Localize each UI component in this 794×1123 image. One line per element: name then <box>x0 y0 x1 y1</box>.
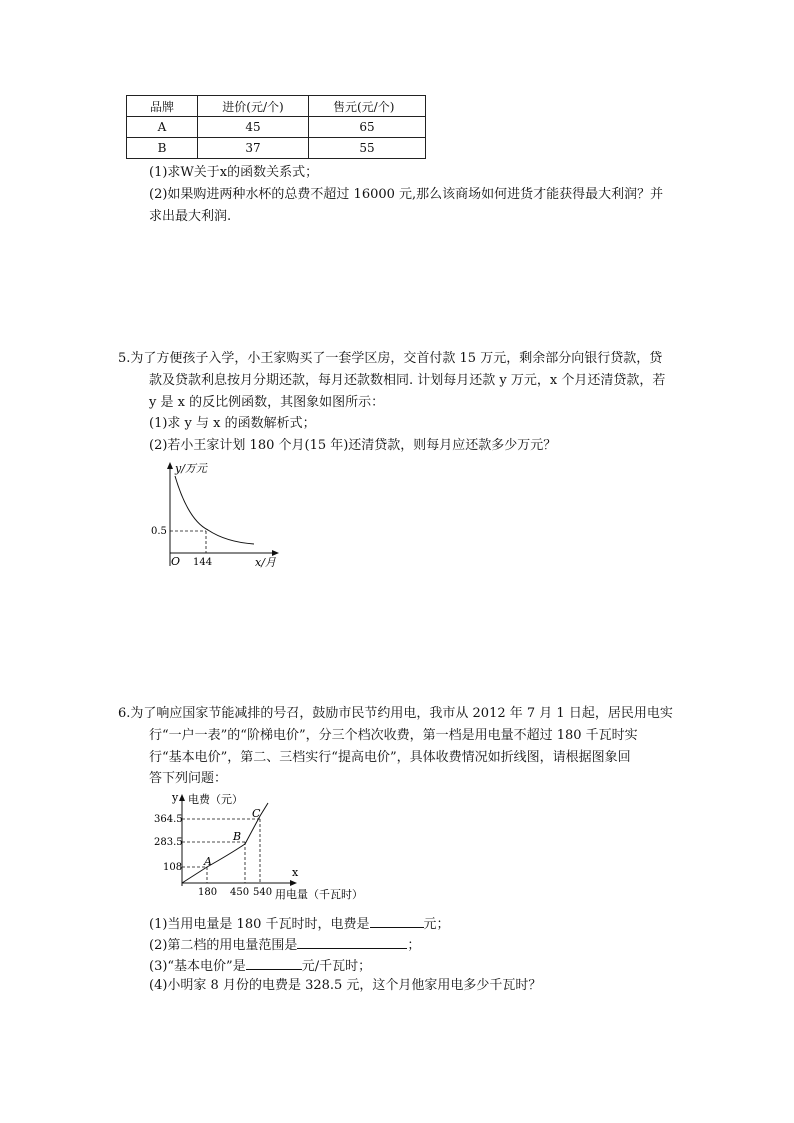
q6-sub2-unit: ； <box>407 938 421 953</box>
answer-blank-1[interactable] <box>370 914 424 928</box>
q4-sub1: (1)求W关于x的函数关系式； <box>149 165 319 180</box>
q6-sub4: (4)小明家 8 月份的电费是 328.5 元，这个月他家用电多少千瓦时？ <box>149 978 542 993</box>
q6-sub3-text: (3)“基本电价”是 <box>149 959 246 974</box>
hyperbola-curve <box>175 476 254 544</box>
price-table <box>126 95 426 159</box>
y-tick-label: 364.5 <box>154 814 183 825</box>
y-axis-label: 电费（元） <box>188 793 243 806</box>
q6-sub1 <box>149 914 450 934</box>
x-axis-arrow <box>290 880 297 886</box>
answer-blank-2[interactable] <box>297 935 407 949</box>
answer-blank-3[interactable] <box>246 956 302 970</box>
origin-label: O <box>171 555 181 568</box>
q4-sub2-line2: 求出最大利润. <box>149 209 232 224</box>
q6-sub2-text: (2)第二档的用电量范围是 <box>149 938 298 953</box>
table-cell: A <box>127 117 198 138</box>
q4-sub2-line1: (2)如果购进两种水杯的总费不超过 16000 元,那么该商场如何进货才能获得最大利润？并 <box>149 187 664 202</box>
q6-sub3 <box>149 956 371 976</box>
table-header-cell: 品牌 <box>127 96 198 117</box>
q6-sub1-unit: 元； <box>423 917 450 932</box>
y-tick-label: 108 <box>163 862 183 873</box>
table-row <box>127 138 426 159</box>
point-a-label: A <box>204 855 212 868</box>
table-cell: 55 <box>309 138 426 159</box>
x-axis-symbol: x <box>292 866 299 879</box>
x-tick-label: 540 <box>253 887 273 898</box>
q6-sub2 <box>149 935 420 955</box>
table-cell: 37 <box>198 138 309 159</box>
inverse-function-graph <box>148 458 288 576</box>
q6-line4: 答下列问题： <box>149 771 228 786</box>
x-axis-label: 用电量（千瓦时） <box>275 888 363 901</box>
q5-sub2: (2)若小王家计划 180 个月(15 年)还清贷款，则每月应还款多少万元？ <box>149 438 557 453</box>
q5-line3: y 是 x 的反比例函数，其图象如图所示： <box>149 395 385 410</box>
q6-sub1-text: (1)当用电量是 180 千瓦时时，电费是 <box>149 917 370 932</box>
q6-line3: 行“基本电价”，第二、三档实行“提高电价”，具体收费情况如折线图，请根据图象回 <box>149 750 631 765</box>
x-tick-label: 144 <box>193 557 213 568</box>
y-tick-label: 283.5 <box>154 837 183 848</box>
q6-line2: 行“一户一表”的“阶梯电价”，分三个档次收费，第一档是用电量不超过 180 千瓦时实 <box>149 728 638 743</box>
table-cell: B <box>127 138 198 159</box>
table-row <box>127 117 426 138</box>
q5-line2: 款及贷款利息按月分期还款，每月还款数相同. 计划每月还款 y 万元，x 个月还清贷款，若 <box>149 373 666 388</box>
q6-sub3-unit: 元/千瓦时； <box>301 959 372 974</box>
y-axis-arrow <box>167 462 173 469</box>
electricity-price-graph <box>154 790 390 908</box>
q5-line1: 5.为了方便孩子入学，小王家购买了一套学区房，交首付款 15 万元，剩余部分向银行贷款，贷 <box>118 351 663 366</box>
x-tick-label: 180 <box>198 887 218 898</box>
x-axis-label: x/月 <box>255 556 276 569</box>
table-header-cell: 进价(元/个) <box>198 96 309 117</box>
q5-sub1: (1)求 y 与 x 的函数解析式； <box>149 416 316 431</box>
table-header-row <box>127 96 426 117</box>
x-tick-label: 450 <box>230 887 250 898</box>
point-c-label: C <box>252 807 261 820</box>
table-header-cell: 售元(元/个) <box>309 96 426 117</box>
point-b-label: B <box>233 830 242 843</box>
q6-line1: 6.为了响应国家节能减排的号召，鼓励市民节约用电，我市从 2012 年 7 月 1 日起，居民用电实 <box>118 706 673 721</box>
table-cell: 45 <box>198 117 309 138</box>
y-tick-label: 0.5 <box>151 526 167 537</box>
y-axis-arrow <box>179 794 185 801</box>
y-axis-label: y/万元 <box>175 462 207 475</box>
y-axis-symbol: y <box>172 791 179 804</box>
table-cell: 65 <box>309 117 426 138</box>
